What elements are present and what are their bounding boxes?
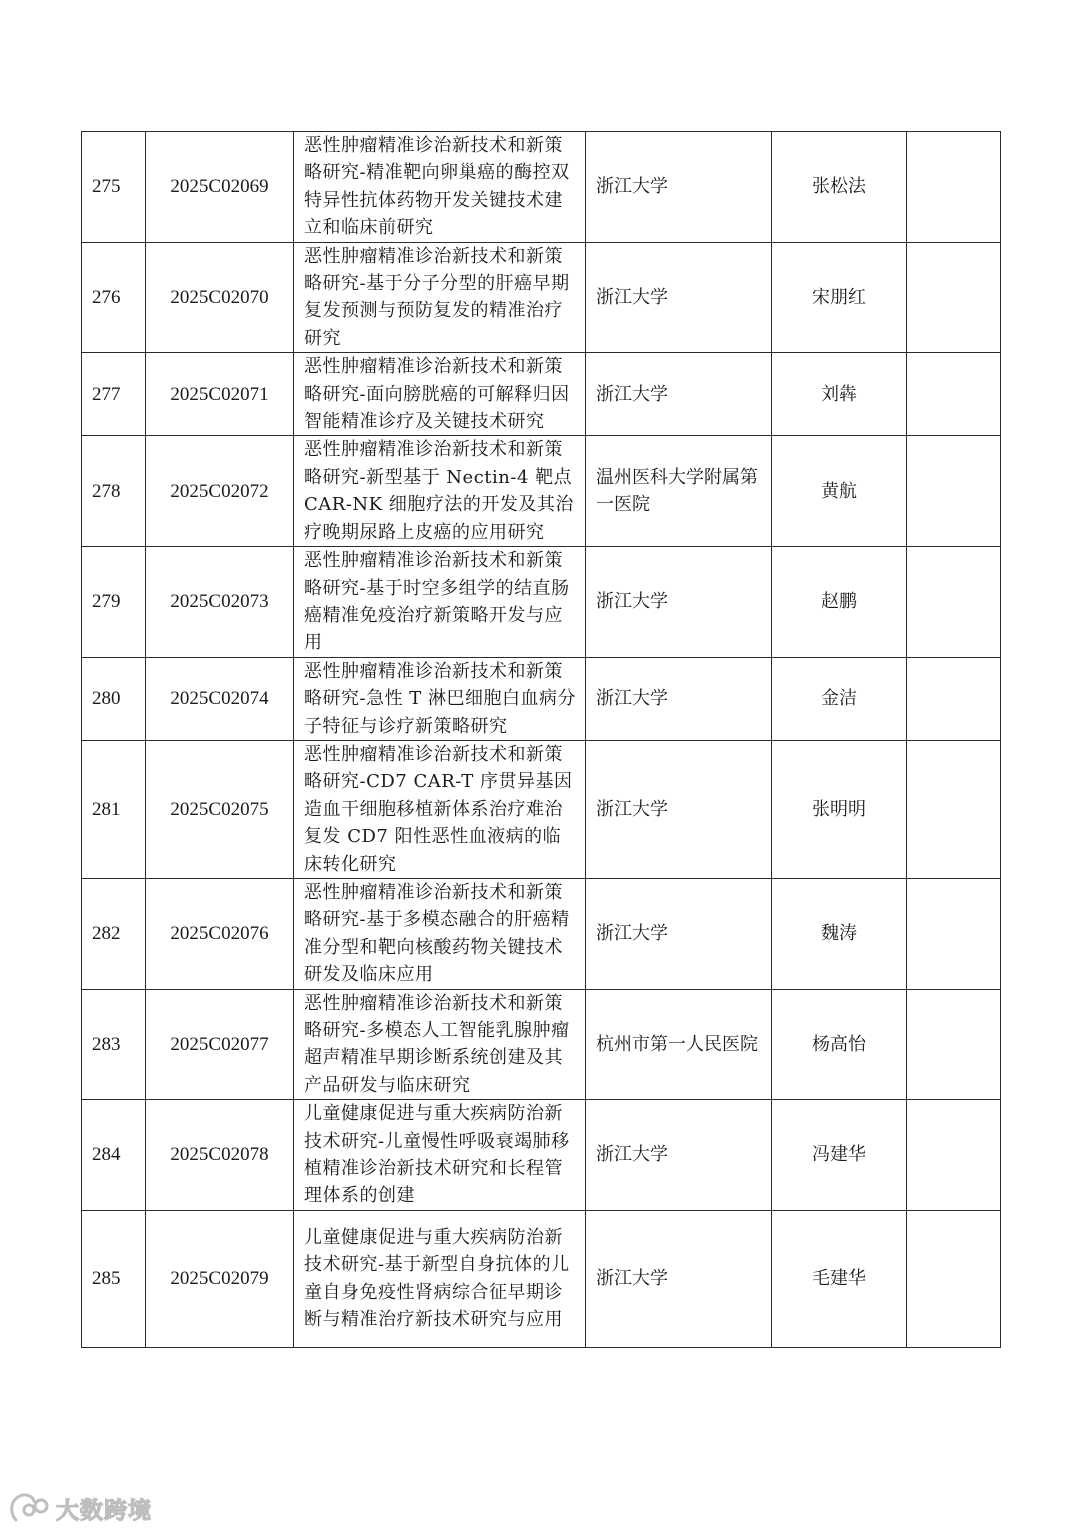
institution-cell xyxy=(586,740,772,878)
project-code-cell xyxy=(146,242,294,353)
project-code-cell xyxy=(146,547,294,658)
institution: 浙江大学 xyxy=(596,286,668,308)
principal-investigator: 金洁 xyxy=(821,688,857,710)
table-row xyxy=(82,1210,1001,1347)
row-number: 279 xyxy=(92,591,121,613)
row-number-cell xyxy=(82,242,146,353)
project-title-cell xyxy=(294,1100,586,1211)
principal-investigator-cell xyxy=(772,436,907,547)
principal-investigator: 冯建华 xyxy=(812,1144,866,1166)
watermark xyxy=(8,1490,152,1526)
row-number: 283 xyxy=(92,1033,121,1055)
row-number: 275 xyxy=(92,176,121,198)
principal-investigator: 张松法 xyxy=(812,176,866,198)
row-number-cell xyxy=(82,657,146,740)
principal-investigator-cell xyxy=(772,353,907,436)
project-code: 2025C02073 xyxy=(170,591,269,613)
project-code-cell xyxy=(146,353,294,436)
remark-cell xyxy=(907,353,1001,436)
principal-investigator: 杨高怡 xyxy=(812,1033,866,1055)
project-code-cell xyxy=(146,1210,294,1347)
principal-investigator: 魏涛 xyxy=(821,923,857,945)
institution: 浙江大学 xyxy=(596,688,668,710)
institution-cell xyxy=(586,436,772,547)
principal-investigator-cell xyxy=(772,878,907,989)
remark-cell xyxy=(907,740,1001,878)
project-code: 2025C02072 xyxy=(170,480,269,502)
principal-investigator: 毛建华 xyxy=(812,1268,866,1290)
institution-cell xyxy=(586,353,772,436)
institution: 浙江大学 xyxy=(596,1144,668,1166)
project-code: 2025C02071 xyxy=(170,383,269,405)
row-number-cell xyxy=(82,1210,146,1347)
project-code-cell xyxy=(146,436,294,547)
institution: 浙江大学 xyxy=(596,176,668,198)
principal-investigator: 黄航 xyxy=(821,480,857,502)
project-title: 恶性肿瘤精准诊治新技术和新策略研究-多模态人工智能乳腺肿瘤超声精准早期诊断系统创建及其产品研发与临床研究 xyxy=(304,992,570,1096)
watermark-logo-icon xyxy=(8,1490,50,1526)
remark-cell xyxy=(907,878,1001,989)
project-table xyxy=(81,131,1001,1348)
principal-investigator-cell xyxy=(772,657,907,740)
project-code-cell xyxy=(146,1100,294,1211)
principal-investigator-cell xyxy=(772,989,907,1100)
institution-cell xyxy=(586,657,772,740)
remark-cell xyxy=(907,1100,1001,1211)
project-title-cell xyxy=(294,657,586,740)
row-number: 285 xyxy=(92,1268,121,1290)
row-number-cell xyxy=(82,436,146,547)
institution-cell xyxy=(586,989,772,1100)
project-title: 恶性肿瘤精准诊治新技术和新策略研究-面向膀胱癌的可解释归因智能精准诊疗及关键技术研究 xyxy=(304,356,570,433)
principal-investigator-cell xyxy=(772,132,907,243)
project-title-cell xyxy=(294,132,586,243)
watermark-text: 大数跨境 xyxy=(56,1497,152,1524)
row-number-cell xyxy=(82,878,146,989)
table-row xyxy=(82,1100,1001,1211)
project-code: 2025C02075 xyxy=(170,798,269,820)
project-title-cell xyxy=(294,547,586,658)
institution-cell xyxy=(586,242,772,353)
project-code-cell xyxy=(146,989,294,1100)
project-code: 2025C02069 xyxy=(170,176,269,198)
row-number-cell xyxy=(82,1100,146,1211)
project-code: 2025C02074 xyxy=(170,688,269,710)
table-row xyxy=(82,436,1001,547)
table-row xyxy=(82,740,1001,878)
project-title: 恶性肿瘤精准诊治新技术和新策略研究-精准靶向卵巢癌的酶控双特异性抗体药物开发关键技术建立和临床前研究 xyxy=(304,135,570,239)
institution: 浙江大学 xyxy=(596,591,668,613)
institution: 浙江大学 xyxy=(596,923,668,945)
principal-investigator: 张明明 xyxy=(812,798,866,820)
project-title-cell xyxy=(294,353,586,436)
remark-cell xyxy=(907,657,1001,740)
project-title-cell xyxy=(294,1210,586,1347)
project-title-cell xyxy=(294,989,586,1100)
institution-cell xyxy=(586,878,772,989)
table-row xyxy=(82,242,1001,353)
table-row xyxy=(82,547,1001,658)
row-number-cell xyxy=(82,989,146,1100)
project-title-cell xyxy=(294,242,586,353)
project-title: 恶性肿瘤精准诊治新技术和新策略研究-基于分子分型的肝癌早期复发预测与预防复发的精准治疗研究 xyxy=(304,245,570,349)
institution-cell xyxy=(586,547,772,658)
row-number: 282 xyxy=(92,923,121,945)
principal-investigator-cell xyxy=(772,1100,907,1211)
principal-investigator: 赵鹏 xyxy=(821,591,857,613)
project-code-cell xyxy=(146,132,294,243)
principal-investigator-cell xyxy=(772,740,907,878)
project-title: 恶性肿瘤精准诊治新技术和新策略研究-新型基于 Nectin-4 靶点 CAR-NK 细胞疗法的开发及其治疗晚期尿路上皮癌的应用研究 xyxy=(304,439,574,543)
remark-cell xyxy=(907,989,1001,1100)
institution: 浙江大学 xyxy=(596,383,668,405)
row-number-cell xyxy=(82,353,146,436)
table-row xyxy=(82,878,1001,989)
project-code-cell xyxy=(146,740,294,878)
row-number: 278 xyxy=(92,480,121,502)
table-body xyxy=(82,132,1001,1348)
project-title: 恶性肿瘤精准诊治新技术和新策略研究-基于时空多组学的结直肠癌精准免疫治疗新策略开发与应用 xyxy=(304,550,570,654)
principal-investigator: 刘犇 xyxy=(821,383,857,405)
project-code-cell xyxy=(146,657,294,740)
principal-investigator-cell xyxy=(772,242,907,353)
project-code: 2025C02077 xyxy=(170,1033,269,1055)
table-row xyxy=(82,353,1001,436)
project-code-cell xyxy=(146,878,294,989)
project-code: 2025C02078 xyxy=(170,1144,269,1166)
institution-cell xyxy=(586,132,772,243)
project-title-cell xyxy=(294,740,586,878)
institution-cell xyxy=(586,1100,772,1211)
principal-investigator-cell xyxy=(772,1210,907,1347)
remark-cell xyxy=(907,132,1001,243)
row-number: 280 xyxy=(92,688,121,710)
institution: 杭州市第一人民医院 xyxy=(596,1033,758,1055)
project-title: 儿童健康促进与重大疾病防治新技术研究-基于新型自身抗体的儿童自身免疫性肾病综合征早期诊断与精准治疗新技术研究与应用 xyxy=(304,1227,570,1331)
row-number-cell xyxy=(82,740,146,878)
project-code: 2025C02079 xyxy=(170,1268,269,1290)
table-row xyxy=(82,657,1001,740)
principal-investigator-cell xyxy=(772,547,907,658)
table-row xyxy=(82,989,1001,1100)
project-title: 恶性肿瘤精准诊治新技术和新策略研究-CD7 CAR-T 序贯异基因造血干细胞移植新体系治疗难治复发 CD7 阳性恶性血液病的临床转化研究 xyxy=(304,743,573,875)
principal-investigator: 宋朋红 xyxy=(812,286,866,308)
table-row xyxy=(82,132,1001,243)
institution: 温州医科大学附属第一医院 xyxy=(596,466,758,516)
remark-cell xyxy=(907,1210,1001,1347)
row-number: 284 xyxy=(92,1144,121,1166)
row-number-cell xyxy=(82,132,146,243)
project-title: 恶性肿瘤精准诊治新技术和新策略研究-基于多模态融合的肝癌精准分型和靶向核酸药物关键技术研发及临床应用 xyxy=(304,881,570,986)
remark-cell xyxy=(907,547,1001,658)
institution-cell xyxy=(586,1210,772,1347)
project-code: 2025C02076 xyxy=(170,923,269,945)
project-title: 儿童健康促进与重大疾病防治新技术研究-儿童慢性呼吸衰竭肺移植精准诊治新技术研究和长程管理体系的创建 xyxy=(304,1103,570,1207)
project-title: 恶性肿瘤精准诊治新技术和新策略研究-急性 T 淋巴细胞白血病分子特征与诊疗新策略研究 xyxy=(304,660,577,737)
remark-cell xyxy=(907,436,1001,547)
row-number: 276 xyxy=(92,286,121,308)
row-number: 277 xyxy=(92,383,121,405)
row-number: 281 xyxy=(92,798,121,820)
row-number-cell xyxy=(82,547,146,658)
project-title-cell xyxy=(294,878,586,989)
institution: 浙江大学 xyxy=(596,798,668,820)
project-code: 2025C02070 xyxy=(170,286,269,308)
institution: 浙江大学 xyxy=(596,1268,668,1290)
project-title-cell xyxy=(294,436,586,547)
remark-cell xyxy=(907,242,1001,353)
